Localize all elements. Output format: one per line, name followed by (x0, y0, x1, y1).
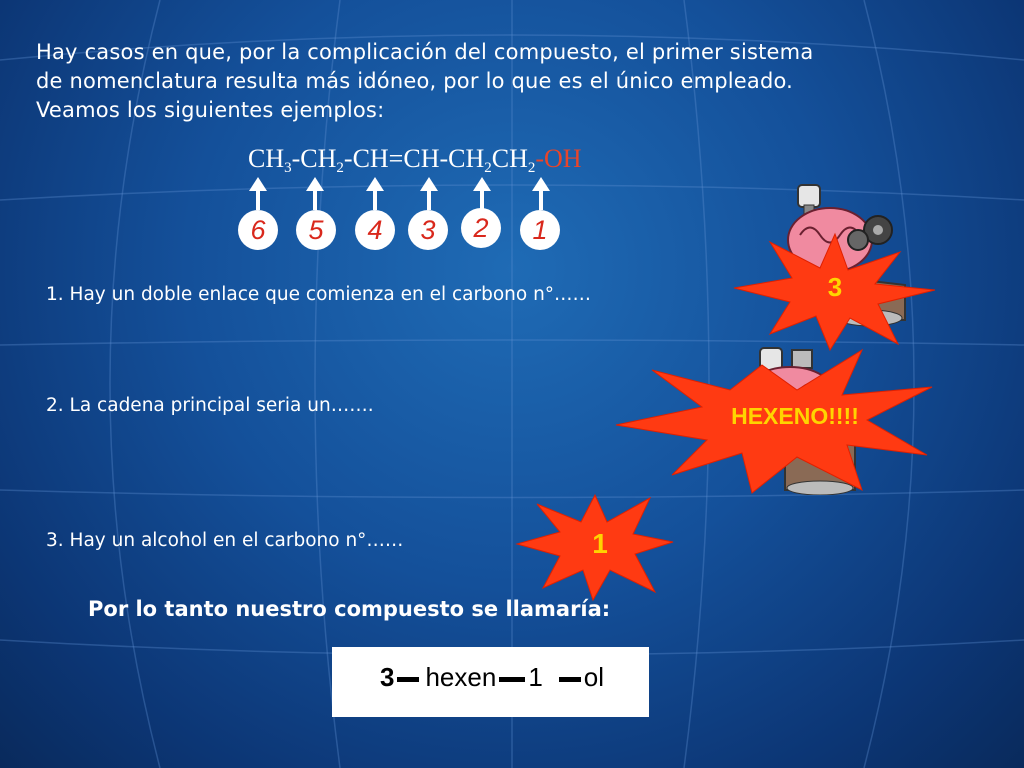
question-3: 3. Hay un alcohol en el carbono n°…… (46, 530, 404, 551)
carbon-number: 4 (355, 210, 395, 250)
intro-line: Veamos los siguientes ejemplos: (36, 98, 385, 122)
formula-part: -CH=CH-CH (343, 144, 485, 173)
carbon-number: 6 (238, 210, 278, 250)
hydroxyl-group: -OH (535, 144, 582, 173)
intro-line: Hay casos en que, por la complicación del compuesto, el primer sistema (36, 40, 814, 64)
carbon-number: 1 (520, 210, 560, 250)
chemical-formula (248, 144, 582, 177)
carbon-number: 3 (408, 210, 448, 250)
formula-part: CH (491, 144, 528, 173)
dash-separator (397, 677, 419, 682)
name-locant: 1 (528, 662, 543, 692)
question-2: 2. La cadena principal seria un……. (46, 395, 374, 416)
arrow-shaft (539, 189, 543, 210)
formula-part: -CH (291, 144, 337, 173)
formula-subscript: 2 (336, 160, 344, 176)
carbon-number: 2 (461, 208, 501, 248)
conclusion-text: Por lo tanto nuestro compuesto se llamaría: (88, 597, 611, 621)
arrow-shaft (480, 189, 484, 210)
name-stem: hexen (425, 662, 497, 692)
dash-separator (499, 677, 525, 682)
final-name-box (332, 647, 649, 717)
name-locant: 3 (380, 662, 395, 692)
formula-subscript: 3 (284, 160, 292, 176)
intro-line: de nomenclatura resulta más idóneo, por lo que es el único empleado. (36, 69, 794, 93)
arrow-shaft (427, 189, 431, 210)
arrow-shaft (256, 189, 260, 210)
formula-part: CH (248, 144, 285, 173)
formula-subscript: 2 (527, 160, 536, 176)
final-compound-name (380, 662, 604, 693)
answer-2: HEXENO!!!! (731, 403, 859, 429)
answer-3: 1 (592, 528, 608, 559)
question-1: 1. Hay un doble enlace que comienza en el carbono n°…… (46, 284, 592, 305)
dash-separator (559, 677, 581, 682)
carbon-number: 5 (296, 210, 336, 250)
name-suffix: ol (583, 662, 605, 692)
formula-subscript: 2 (484, 160, 492, 176)
arrow-shaft (373, 189, 377, 210)
intro-paragraph (36, 38, 986, 125)
answer-1: 3 (827, 272, 843, 302)
arrow-shaft (313, 189, 317, 210)
